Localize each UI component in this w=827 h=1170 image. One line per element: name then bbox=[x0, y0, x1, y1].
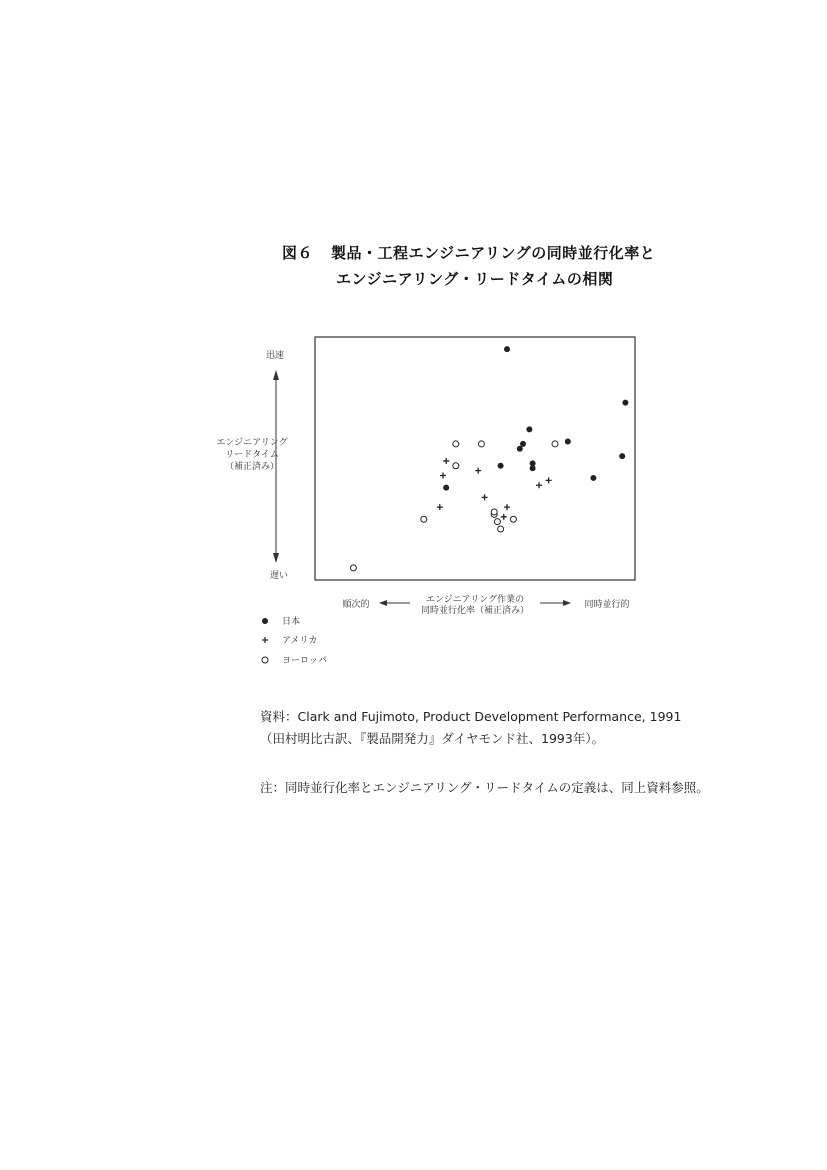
x-left-label: 順次的 bbox=[342, 600, 370, 610]
x-right-label: 同時並行的 bbox=[584, 600, 630, 610]
y-arrow-up-head bbox=[273, 370, 279, 380]
point-europe-8 bbox=[494, 519, 500, 525]
point-europe-11 bbox=[350, 565, 356, 571]
point-japan-8 bbox=[498, 463, 504, 469]
legend-usa-label: アメリカ bbox=[282, 636, 318, 646]
point-europe-2 bbox=[478, 441, 484, 447]
point-japan-12 bbox=[443, 485, 449, 491]
x-arrow-right-head bbox=[563, 600, 571, 606]
legend-japan-label: 日本 bbox=[282, 617, 301, 627]
source-citation bbox=[260, 706, 780, 750]
point-usa-4 bbox=[546, 477, 552, 483]
data-points bbox=[350, 346, 628, 571]
point-europe-1 bbox=[453, 441, 459, 447]
y-arrow-down-head bbox=[273, 553, 279, 563]
source-line-2: （田村明比古訳、『製品開発力』ダイヤモンド社、1993年）。 bbox=[260, 731, 605, 746]
source-line-1: 資料：Clark and Fujimoto, Product Development Performance, 1991 bbox=[260, 709, 682, 724]
x-arrow-left-head bbox=[379, 600, 387, 606]
y-axis-label-line-2: リードタイム bbox=[225, 450, 279, 460]
legend-usa-marker bbox=[262, 637, 268, 643]
point-japan-10 bbox=[530, 465, 536, 471]
legend bbox=[262, 615, 327, 666]
x-axis-label-line-1: エンジニアリング作業の bbox=[425, 595, 525, 605]
point-japan-5 bbox=[517, 446, 523, 452]
y-axis-label-line-3: （補正済み） bbox=[224, 462, 280, 472]
point-usa-2 bbox=[440, 473, 446, 479]
point-europe-10 bbox=[510, 516, 516, 522]
title-line-1: 製品・工程エンジニアリングの同時並行化率と bbox=[331, 244, 656, 262]
point-europe-4 bbox=[453, 463, 459, 469]
figure-number: 図６ bbox=[282, 244, 314, 262]
y-axis-label-line-1: エンジニアリング bbox=[216, 438, 288, 448]
legend-europe-marker bbox=[262, 657, 268, 663]
x-axis-label-line-2: 同時並行化率（補正済み） bbox=[420, 606, 530, 616]
point-usa-1 bbox=[443, 458, 449, 464]
point-japan-2 bbox=[622, 400, 628, 406]
point-europe-5 bbox=[421, 516, 427, 522]
point-usa-3 bbox=[475, 468, 481, 474]
plot-frame bbox=[315, 337, 635, 580]
title-line-2: エンジニアリング・リードタイムの相関 bbox=[336, 270, 614, 288]
legend-japan-marker bbox=[262, 618, 268, 624]
point-usa-7 bbox=[437, 504, 443, 510]
point-japan-1 bbox=[504, 346, 510, 352]
point-usa-5 bbox=[536, 482, 542, 488]
y-bottom-label: 遅い bbox=[269, 571, 289, 581]
point-japan-3 bbox=[526, 426, 532, 432]
y-top-label: 迅速 bbox=[265, 351, 285, 361]
point-japan-7 bbox=[619, 453, 625, 459]
footnote: 注：同時並行化率とエンジニアリング・リードタイムの定義は、同上資料参照。 bbox=[260, 780, 709, 795]
point-japan-6 bbox=[565, 438, 571, 444]
point-europe-9 bbox=[498, 526, 504, 532]
legend-europe-label: ヨーロッパ bbox=[282, 656, 327, 666]
point-europe-3 bbox=[552, 441, 558, 447]
point-europe-7 bbox=[491, 509, 497, 515]
point-usa-6 bbox=[482, 494, 488, 500]
point-usa-9 bbox=[501, 514, 507, 520]
point-japan-11 bbox=[590, 475, 596, 481]
point-usa-8 bbox=[504, 504, 510, 510]
